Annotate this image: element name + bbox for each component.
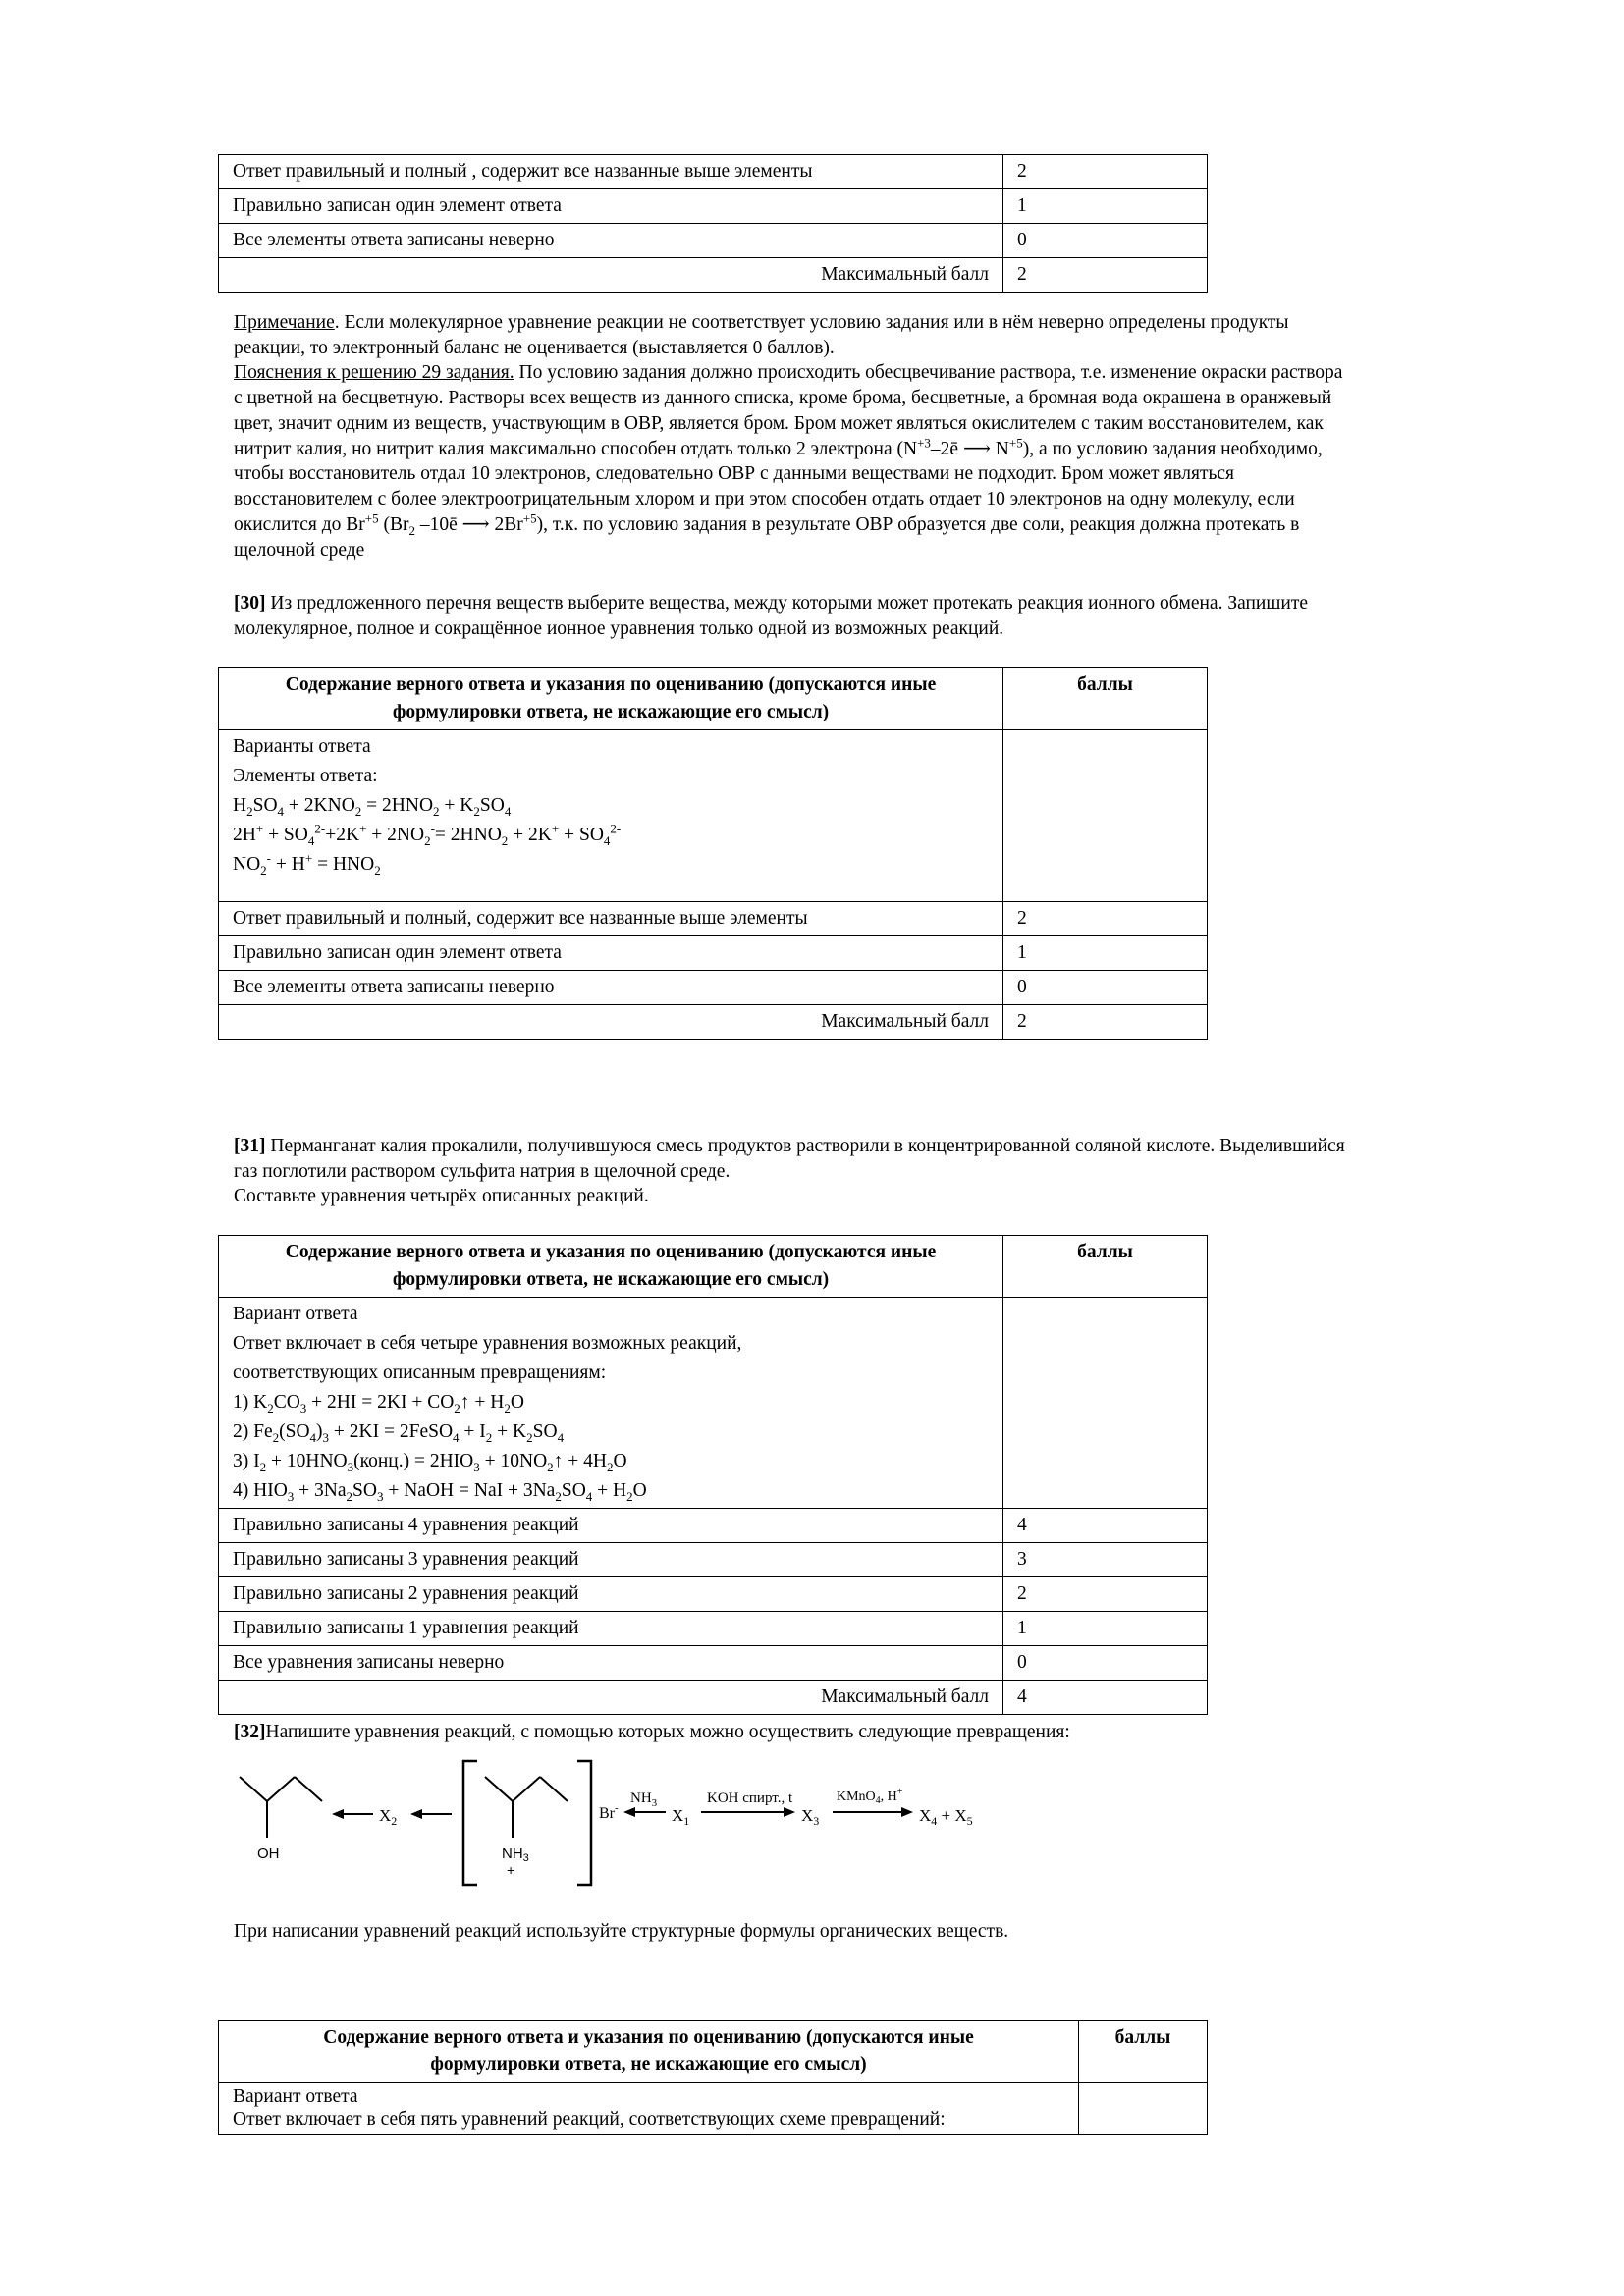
table-row [219,971,1208,1005]
criterion-text: Ответ правильный и полный , содержит все названные выше элементы [219,155,1003,189]
x3-label: X [801,1806,814,1825]
criterion-score: 0 [1003,1646,1208,1681]
equation-4: 4) $HIO_3 + 3Na_2SO_3$ + NaOH = NaI + $3Na_2SO_4 + H_2O$ [233,1480,647,1504]
table-row [219,1577,1208,1612]
max-score-value: 2 [1003,258,1208,293]
equation-full-ionic: $2H^+ + SO_4^{2-}+2K^+ + 2NO_2^-= 2HNO_2 + 2K^+ + SO_4^{2-}$ [233,821,622,848]
svg-text:Br-: Br- [599,1802,619,1822]
explain-line: нитрит калия, но нитрит калия максимально способен отдать только 2 электрона ($N^{+3}-2ē$ ⟶ $N^{+5}$), а по условию задания необходимо, [234,435,1323,459]
explain-line: с цветной на бесцветную. Растворы всех веществ из данного списка, кроме брома, бесцветные, а бромная вода окрашена в оранжевый [234,388,1332,409]
criterion-score: 1 [1003,936,1208,971]
criterion-text: Ответ правильный и полный, содержит все названные выше элементы [219,902,1003,936]
criterion-score: 3 [1003,1543,1208,1577]
reagent-nh3: NH [630,1790,652,1806]
arrow-right [833,1807,913,1817]
criterion-text: Правильно записаны 1 уравнения реакций [219,1612,1003,1646]
criterion-text: Все элементы ответа записаны неверно [219,224,1003,258]
note-label: Примечание [234,312,335,333]
equation-molecular: $H_2SO_4 + 2KNO_2 = 2HNO_2 + K_2SO_4$ [233,795,512,819]
question-text: Напишите уравнения реакций, с помощью которых можно осуществить следующие превращения: [265,1722,1070,1742]
answer-cell: Варианты ответа Элементы ответа: $H_2SO_4 + 2KNO_2 = 2HNO_2 + K_2SO_4$ $2H^+ + SO_4^{2-}+2K^+ + 2NO_2^-= 2HNO_2 + 2K^+ + SO_4^{2-}$ $NO_2^- + H^+ = HNO_2$ [219,730,1003,902]
grading-table-30 [218,667,1208,1040]
question-number: [30] [234,593,266,614]
header-score: баллы [1003,668,1208,730]
table-row-max [219,1005,1208,1040]
criterion-score: 4 [1003,1509,1208,1543]
question-text: Из предложенного перечня веществ выберите вещества, между которыми может протекать реакция ионного обмена. Запишите [265,593,1308,614]
criterion-score: 2 [1003,902,1208,936]
max-score-value: 2 [1003,1005,1208,1040]
arrow-left [332,1809,373,1819]
question-number: [32] [234,1722,266,1742]
arrow-right [701,1807,795,1817]
question-text: газ поглотили раствором сульфита натрия в щелочной среде. [234,1160,731,1182]
x4-x5-label: X [919,1806,932,1825]
question-30 [234,591,1510,641]
table-row [219,155,1208,189]
reagent-kmno4: KMnO [837,1789,876,1804]
question-number: [31] [234,1136,266,1156]
table-row [219,189,1208,224]
equation-1: 1) $K_2CO_3 + 2HI = 2KI$ + $CO_2↑ + H_2O$ [233,1392,524,1415]
grading-table-32 [218,2020,1208,2135]
ammonium-structure [485,1777,568,1838]
criterion-score: 1 [1003,189,1208,224]
arrow-left [623,1807,666,1817]
criterion-text: Правильно записан один элемент ответа [219,936,1003,971]
svg-text:X2: $X_2$ [379,1806,398,1828]
criterion-score: 2 [1003,155,1208,189]
question-text: молекулярное, полное и сокращённое ионное уравнения только одной из возможных реакций. [234,617,1004,639]
svg-text:NH3: $NH_3$ [630,1790,658,1809]
explain-line: окислится до $Br^{+5}$ ($Br_2$ –10ē ⟶ $2Br^{+5}$), т.к. по условию задания в результате ОВР образуется две соли, реакция должна протекать в [234,510,1300,538]
svg-text:X4 + X5: $X_4 + X_5$ [919,1806,973,1828]
criterion-text: Все уравнения записаны неверно [219,1646,1003,1681]
table-row [219,224,1208,258]
svg-text:KMnO4, H+: KMnO$_4$, H+ [837,1787,903,1806]
explain-line: По условию задания должно происходить обесцвечивание раствора, т.е. изменение окраски раствора [514,362,1343,384]
equation-short-ionic: $NO_2^- + H^+ = HNO_2$ [233,850,381,878]
svg-text:X1: $X_1$ [672,1806,690,1828]
criterion-score: 0 [1003,971,1208,1005]
reaction-scheme [228,1757,1092,1890]
question-text: Составьте уравнения четырёх описанных реакций. [234,1186,649,1207]
br-anion: Br [599,1805,615,1822]
criterion-score: 0 [1003,224,1208,258]
explain-line: чтобы восстановитель отдал 10 электронов, следовательно ОВР с данными веществами не подходит. Бром может являться [234,463,1234,485]
grading-table-31 [218,1235,1208,1715]
criterion-score: 1 [1003,1612,1208,1646]
bracket-left [463,1761,477,1885]
criterion-text: Правильно записаны 4 уравнения реакций [219,1509,1003,1543]
header-content: Содержание верного ответа и указания по оцениванию (допускаются иные формулировки ответа, не искажающие его смысл) [219,1236,1003,1298]
table-row [219,902,1208,936]
table-row [219,936,1208,971]
max-score-label: Максимальный балл [219,258,1003,293]
criterion-score: 2 [1003,1577,1208,1612]
question-32 [234,1720,1510,1745]
header-score: баллы [1079,2021,1208,2083]
table-header-row [219,1236,1208,1298]
svg-text:X3: $X_3$ [801,1806,820,1828]
table-row-max [219,258,1208,293]
max-score-value: 4 [1003,1681,1208,1715]
structural-formula-note: При написании уравнений реакций используйте структурные формулы органических веществ. [234,1921,1009,1942]
header-score: баллы [1003,1236,1208,1298]
max-score-label: Максимальный балл [219,1681,1003,1715]
table-row [219,1646,1208,1681]
criterion-text: Правильно записан один элемент ответа [219,189,1003,224]
equation-3: 3) $I_2$ + $10HNO_3(конц.) = 2HIO_3$ + $10NO_2↑ + 4H_2O$ [233,1451,627,1474]
table-row-answer [219,730,1208,902]
arrow-left [410,1809,452,1819]
x1-label: X [672,1806,684,1825]
bracket-right [577,1761,591,1885]
reagent-koh: KOH спирт., t [707,1790,793,1806]
header-content: Содержание верного ответа и указания по оцениванию (допускаются иные формулировки ответа, не искажающие его смысл) [219,2021,1079,2083]
table-row-max [219,1681,1208,1715]
oh-label: OH [257,1845,280,1862]
alcohol-structure [240,1777,322,1838]
equation-2: 2) $Fe_2(SO_4)_3 + 2KI$ = 2FeSO$_4$ + $I_2 + K_2SO_4$ [233,1421,565,1445]
criterion-text: Правильно записаны 3 уравнения реакций [219,1543,1003,1577]
question-31 [234,1134,1510,1209]
explain-line: восстановителем с более электроотрицательным хлором и при этом способен отдать отдает 10 электронов на одну молекулу, если [234,489,1295,510]
note-paragraph [234,310,1510,562]
grading-table-29 [218,154,1208,293]
table-header-row [219,2021,1208,2083]
svg-text:NH3: $NH_3$ [502,1845,529,1864]
answer-cell: Вариант ответа Ответ включает в себя четыре уравнения возможных реакций, соответствующих описанным превращениям: 1) $K_2CO_3 + 2HI = 2KI$ + $CO_2↑ + H_2O$ 2) $Fe_2(SO_4)_3 + 2KI$ = 2FeSO$_4$ + $I_2 + K_2SO_4$ 3) $I_2$ + $10HNO_3(конц.) = 2HIO_3$ + $10NO_2↑ + 4H_2O$ 4) $HIO_3 + 3Na_2SO_3$ + NaOH = NaI + $3Na_2SO_4 + H_2O$ [219,1298,1003,1509]
criterion-text: Все элементы ответа записаны неверно [219,971,1003,1005]
question-text: Перманганат калия прокалили, получившуюся смесь продуктов растворили в концентрированной соляной кислоте. Выделившийся [265,1136,1345,1156]
header-content: Содержание верного ответа и указания по оцениванию (допускаются иные формулировки ответа, не искажающие его смысл) [219,668,1003,730]
table-row-answer [219,2083,1208,2135]
table-row-answer [219,1298,1208,1509]
plus-charge: + [507,1862,515,1878]
x2-label: X [379,1806,392,1825]
table-header-row [219,668,1208,730]
explain-label: Пояснения к решению 29 задания. [234,362,514,384]
nh3-group-label: NH [502,1845,523,1862]
note-text-1: . Если молекулярное уравнение реакции не соответствует условию задания или в нём неверно определены продукты [334,312,1289,333]
answer-cell: Вариант ответа Ответ включает в себя пять уравнений реакций, соответствующих схеме превращений: [219,2083,1079,2135]
note-text-2: реакции, то электронный баланс не оценивается (выставляется 0 баллов). [234,337,835,358]
table-row [219,1509,1208,1543]
criterion-text: Правильно записаны 2 уравнения реакций [219,1577,1003,1612]
max-score-label: Максимальный балл [219,1005,1003,1040]
table-row [219,1612,1208,1646]
explain-line: цвет, значит одним из веществ, участвующим в ОВР, является бром. Бром может являться окислителем с таким восстановителем, как [234,412,1324,434]
explain-line: щелочной среде [234,539,365,561]
table-row [219,1543,1208,1577]
